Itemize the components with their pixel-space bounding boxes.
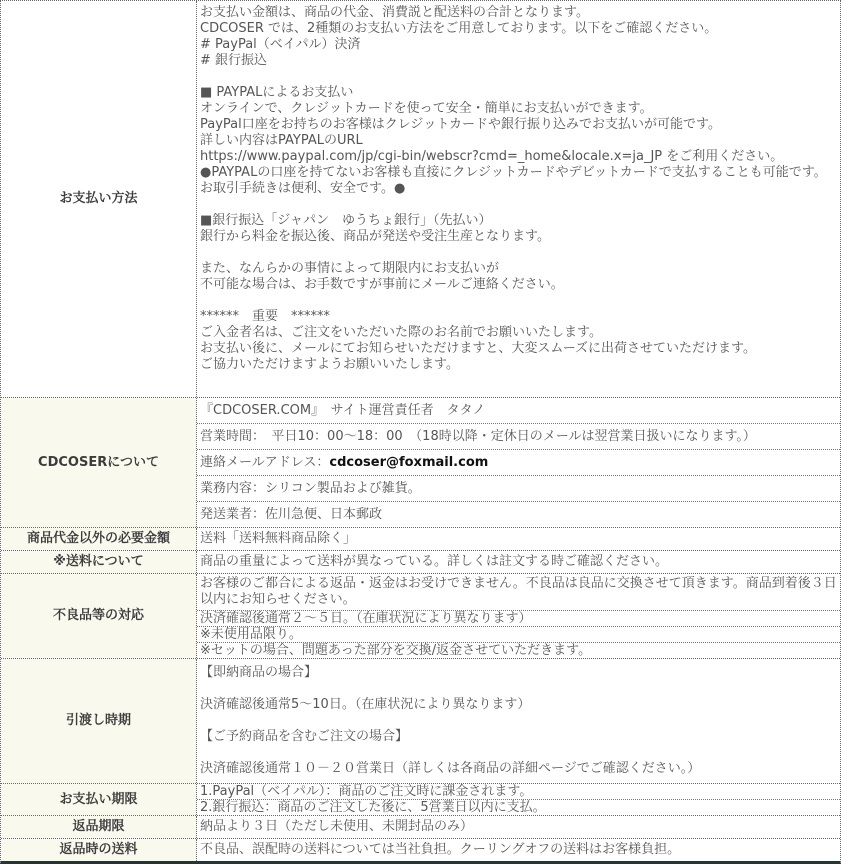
text-line: お取引手続きは便利、安全です。●	[200, 181, 406, 196]
row-defective-items	[1, 574, 840, 659]
row-extra-fees	[1, 528, 840, 551]
delivery-time-label: 引渡し時期	[1, 659, 197, 783]
extra-fees-label: 商品代金以外の必要金額	[1, 528, 197, 550]
text-line: お支払い金額は、商品の代金、消費説と配送料の合計となります。	[200, 5, 589, 20]
text-line: # 銀行振込	[200, 53, 268, 68]
bank-transfer-heading: ■銀行振込「ジャパン ゆうちょ銀行」（先払い）	[200, 213, 492, 228]
text-line: ご入金者名は、ご注文をいただいた際のお名前でお願いいたします。	[200, 325, 602, 340]
shipping-note-content: 商品の重量によって送料が異なっている。詳しくは註文する時ご確認ください。	[200, 554, 669, 569]
contact-email-address: cdcoser@foxmail.com	[329, 455, 489, 470]
contact-email-label: 連絡メールアドレス：	[200, 455, 330, 470]
bank-deadline-line: 2.銀行振込：商品のご注文した後に、5営業日以内に支払。	[200, 800, 546, 815]
paypal-section-heading: ■ PAYPALによるお支払い	[200, 85, 354, 100]
payment-method-label: お支払い方法	[1, 1, 197, 397]
business-description-line: 業務内容：シリコン製品および雑貨。	[197, 476, 840, 502]
blank-line	[200, 245, 837, 261]
set-exchange-line: ※セットの場合、問題あった部分を交換/返金させていただきます。	[200, 643, 592, 658]
shipping-carrier-line: 発送業者：佐川急便、日本郵政	[200, 507, 383, 522]
text-line: オンラインで、クレジットカードを使って安全・簡単にお支払いができます。	[200, 101, 653, 116]
row-delivery-time	[1, 659, 840, 784]
about-content	[197, 398, 840, 527]
contact-email-line	[197, 450, 840, 476]
payment-method-content	[197, 1, 840, 397]
text-line: 不可能な場合は、お手数ですが事前にメールご連絡ください。	[200, 277, 564, 292]
text-line: ご協力いただけますようお願いいたします。	[200, 357, 459, 372]
unused-only-line: ※未使用品限り。	[197, 627, 840, 643]
payment-deadline-content	[197, 784, 840, 815]
text-line: また、なんらかの事情によって期限内にお支払いが	[200, 261, 500, 276]
blank-line	[200, 745, 837, 761]
return-shipping-content: 不良品、誤配時の送料については当社負担。クーリングオフの送料はお客様負担。	[200, 842, 681, 857]
return-policy-line: お客様のご都合による返品・返金はお受けできません。不良品は良品に交換させて頂きます。商品到着後３日以内にお知らせください。	[197, 574, 840, 611]
payment-deadline-label: お支払い期限	[1, 784, 197, 815]
row-shipping-note	[1, 551, 840, 574]
text-line: 銀行から料金を振込後、商品が発送や受注生産となります。	[200, 229, 550, 244]
text-line: 決済確認後通常5～10日。（在庫状況により異なります）	[200, 697, 531, 712]
delivery-time-content	[197, 659, 840, 783]
text-line: 決済確認後通常１０－２０営業日（詳しくは各商品の詳細ページでご確認ください。）	[200, 761, 701, 776]
paypal-deadline-line: 1.PayPal（ベイパル）：商品のご注文時に課金されます。	[197, 784, 840, 800]
defective-items-content	[197, 574, 840, 658]
important-heading: ****** 重要 ******	[200, 309, 331, 324]
return-deadline-label: 返品期限	[1, 816, 197, 838]
row-return-shipping	[1, 839, 840, 861]
shipping-note-label: ※送料について	[1, 551, 197, 573]
extra-fees-content: 送料「送料無料商品除く」	[200, 531, 357, 546]
exchange-time-line: 決済確認後通常２～５日。（在庫状況により異なります）	[197, 611, 840, 627]
row-return-deadline	[1, 816, 840, 839]
business-hours-line: 営業時間： 平日10：00～18：00 （18時以降・定休日のメールは翌営業日扱いになります。）	[197, 424, 840, 450]
row-payment-method	[1, 1, 840, 398]
blank-line	[200, 69, 837, 85]
text-line: CDCOSER では、2種類のお支払い方法をご用意しております。以下をご確認ください。	[200, 21, 718, 36]
return-deadline-content: 納品より３日（ただし未使用、未開封品のみ）	[200, 819, 474, 834]
site-owner-line: 『CDCOSER.COM』 サイト運営責任者 タタノ	[197, 398, 840, 424]
about-label: CDCOSERについて	[1, 398, 197, 527]
row-payment-deadline	[1, 784, 840, 816]
text-line: 詳しい内容はPAYPALのURL	[200, 133, 363, 148]
text-line: # PayPal（ベイパル）決済	[200, 37, 361, 52]
return-shipping-label: 返品時の送料	[1, 839, 197, 861]
in-stock-heading: 【即納商品の場合】	[200, 665, 318, 680]
blank-line	[200, 197, 837, 213]
defective-items-label: 不良品等の対応	[1, 574, 197, 658]
blank-line	[200, 681, 837, 697]
text-line: PayPal口座をお持ちのお客様はクレジットカードや銀行振り込みでお支払いが可能です。	[200, 117, 721, 132]
preorder-heading: 【ご予約商品を含むご注文の場合】	[200, 729, 409, 744]
text-line: ●PAYPALの口座を持てないお客様も直接にクレジットカードやデビットカードで支払することも可能です。	[200, 165, 827, 180]
row-about-cdcoser	[1, 398, 840, 528]
text-line: お支払い後に、メールにてお知らせいただけますと、大変スムーズに出荷させていただけます。	[200, 341, 757, 356]
paypal-url-text: https://www.paypal.com/jp/cgi-bin/webscr?cmd=_home&locale.x=ja_JP をご利用ください。	[200, 149, 784, 164]
blank-line	[200, 293, 837, 309]
blank-line	[200, 713, 837, 729]
